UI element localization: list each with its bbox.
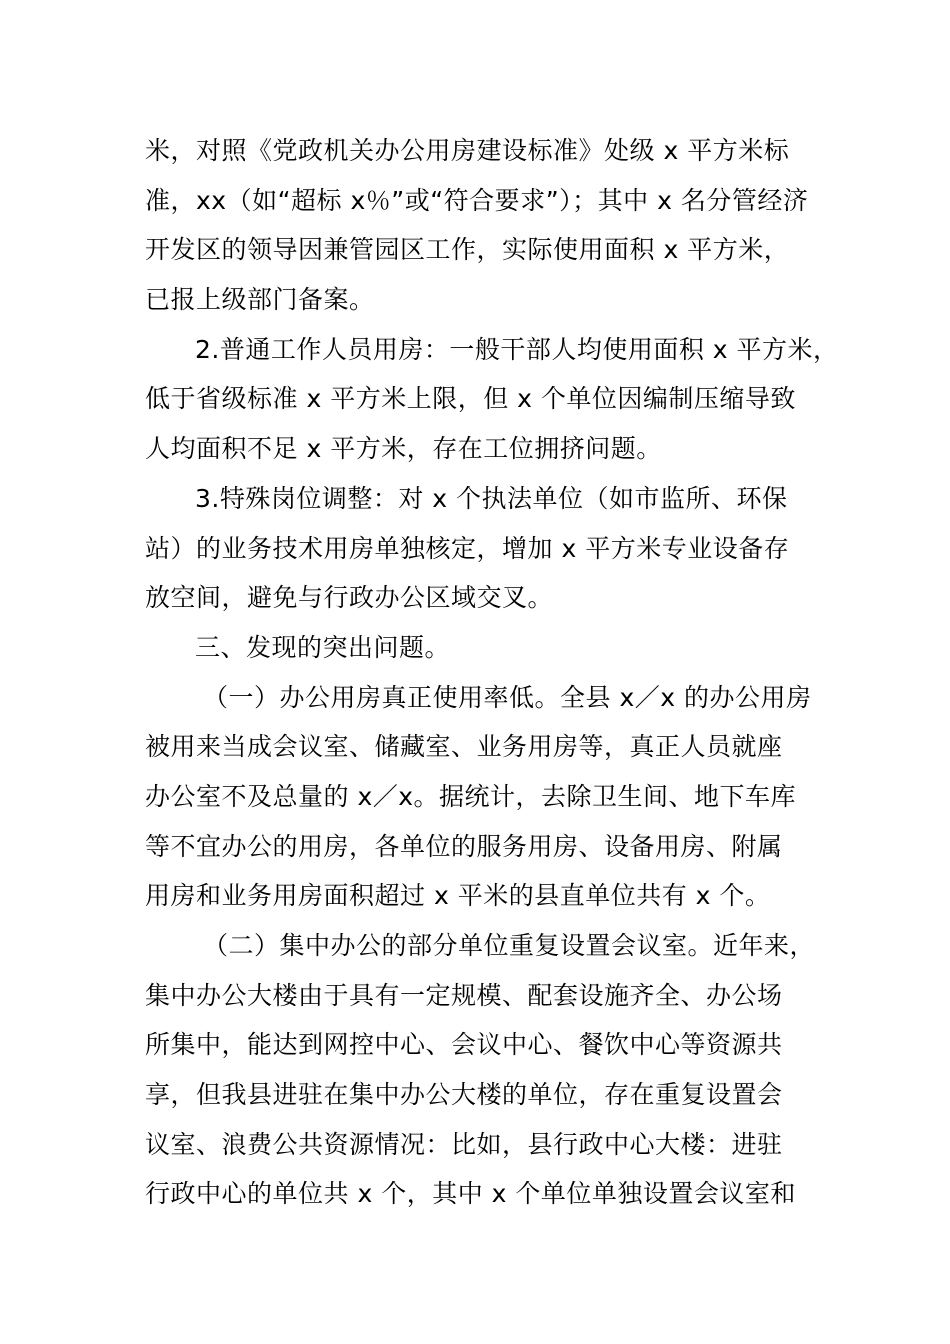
text-line: 人均面积不足 x 平方米，存在工位拥挤问题。 xyxy=(145,434,662,464)
text-line: 米，对照《党政机关办公用房建设标准》处级 x 平方米标 xyxy=(145,136,790,165)
paragraph-start-line: 3.特殊岗位调整：对 x 个执法单位（如市监所、环保 xyxy=(195,483,788,513)
paragraph-start-line: （二）集中办公的部分单位重复设置会议室。近年来， xyxy=(203,931,816,960)
section-heading: 三、发现的突出问题。 xyxy=(195,632,451,662)
text-line: 集中办公大楼由于具有一定规模、配套设施齐全、办公场 xyxy=(145,980,783,1010)
text-line: 已报上级部门备案。 xyxy=(145,285,375,315)
text-line: 开发区的领导因兼管园区工作，实际使用面积 x 平方米， xyxy=(145,235,790,265)
text-line: 站）的业务技术用房单独核定，增加 x 平方米专业设备存 xyxy=(145,533,790,563)
paragraph-start-line: （一）办公用房真正使用率低。全县 x／x 的办公用房 xyxy=(203,682,812,712)
text-line: 准，xx（如“超标 x％”或“符合要求”）；其中 x 名分管经济 xyxy=(145,185,809,215)
text-line: 低于省级标准 x 平方米上限，但 x 个单位因编制压缩导致 xyxy=(145,384,796,414)
text-line: 放空间，避免与行政办公区域交叉。 xyxy=(145,583,554,613)
text-line: 用房和业务用房面积超过 x 平米的县直单位共有 x 个。 xyxy=(145,881,771,911)
text-line: 议室、浪费公共资源情况：比如，县行政中心大楼：进驻 xyxy=(145,1129,783,1159)
text-line: 行政中心的单位共 x 个，其中 x 个单位单独设置会议室和 xyxy=(145,1179,796,1209)
text-line: 享，但我县进驻在集中办公大楼的单位，存在重复设置会 xyxy=(145,1080,783,1110)
paragraph-start-line: 2.普通工作人员用房：一般干部人均使用面积 x 平方米， xyxy=(195,334,839,364)
text-line: 被用来当成会议室、储藏室、业务用房等，真正人员就座 xyxy=(145,732,783,762)
document-body xyxy=(145,126,839,1219)
text-line: 所集中，能达到网控中心、会议中心、餐饮中心等资源共 xyxy=(145,1030,783,1060)
text-line: 办公室不及总量的 x／x。据统计，去除卫生间、地下车库 xyxy=(145,781,797,811)
text-line: 等不宜办公的用房，各单位的服务用房、设备用房、附属 xyxy=(145,831,783,861)
